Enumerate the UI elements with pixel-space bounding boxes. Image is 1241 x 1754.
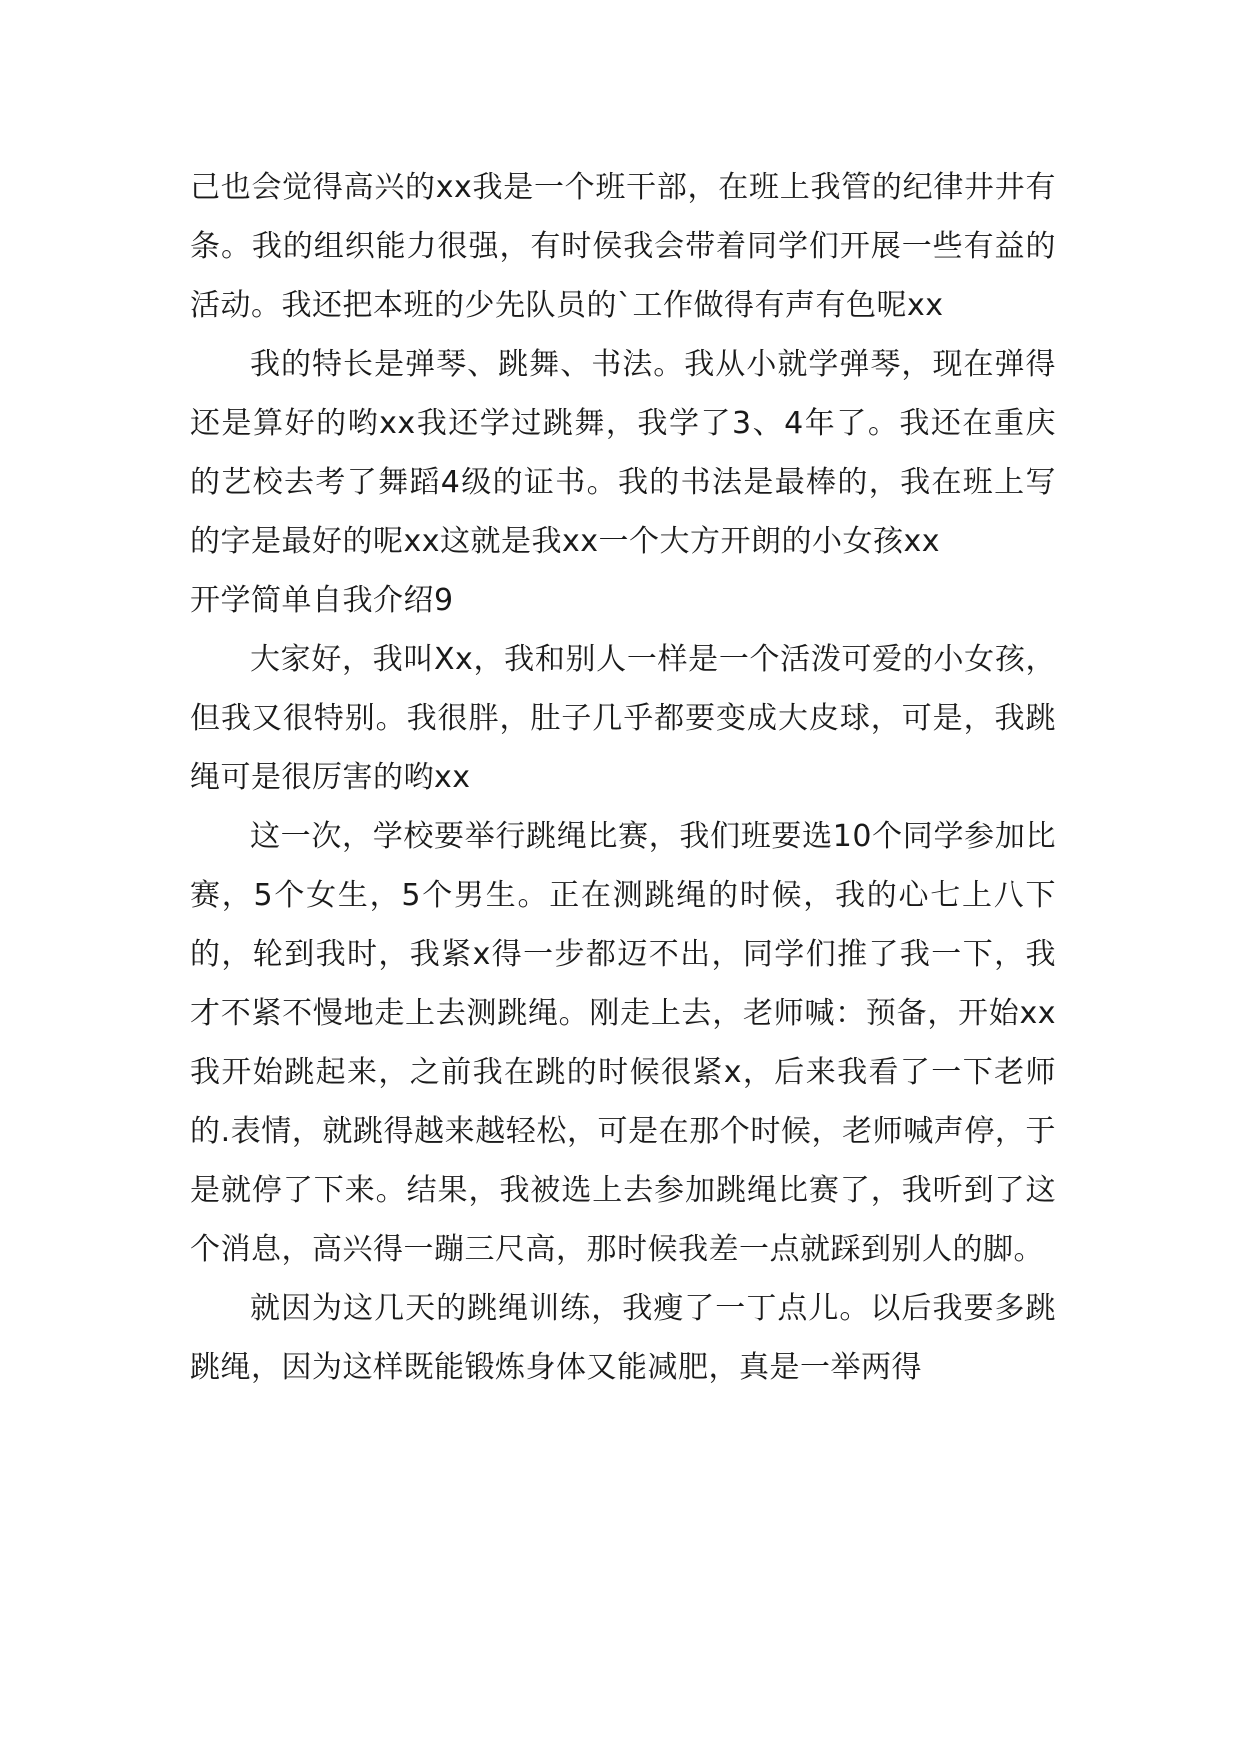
paragraph-greeting: 大家好，我叫Xx，我和别人一样是一个活泼可爱的小女孩，但我又很特别。我很胖，肚子几乎都要变成大皮球，可是，我跳绳可是很厉害的哟xx (190, 642, 1056, 795)
document-body (190, 158, 1056, 1397)
paragraph-conclusion: 就因为这几天的跳绳训练，我瘦了一丁点儿。以后我要多跳跳绳，因为这样既能锻炼身体又能减肥，真是一举两得 (190, 1291, 1056, 1385)
paragraph-class-cadre: 己也会觉得高兴的xx我是一个班干部，在班上我管的纪律井井有条。我的组织能力很强，有时侯我会带着同学们开展一些有益的活动。我还把本班的少先队员的`工作做得有声有色呢xx (190, 170, 1056, 323)
paragraph-rope-skipping-contest: 这一次，学校要举行跳绳比赛，我们班要选10个同学参加比赛，5个女生，5个男生。正在测跳绳的时候，我的心七上八下的，轮到我时，我紧x得一步都迈不出，同学们推了我一下，我才不紧不慢地走上去测跳绳。刚走上去，老师喊：预备，开始xx我开始跳起来，之前我在跳的时候很紧x，后来我看了一下老师的.表情，就跳得越来越轻松，可是在那个时候，老师喊声停，于是就停了下来。结果，我被选上去参加跳绳比赛了，我听到了这个消息，高兴得一蹦三尺高，那时候我差一点就踩到别人的脚。 (190, 819, 1056, 1267)
section-heading: 开学简单自我介绍9 (190, 583, 454, 618)
paragraph-talents: 我的特长是弹琴、跳舞、书法。我从小就学弹琴，现在弹得还是算好的哟xx我还学过跳舞，我学了3、4年了。我还在重庆的艺校去考了舞蹈4级的证书。我的书法是最棒的，我在班上写的字是最好的呢xx这就是我xx一个大方开朗的小女孩xx (190, 347, 1056, 559)
